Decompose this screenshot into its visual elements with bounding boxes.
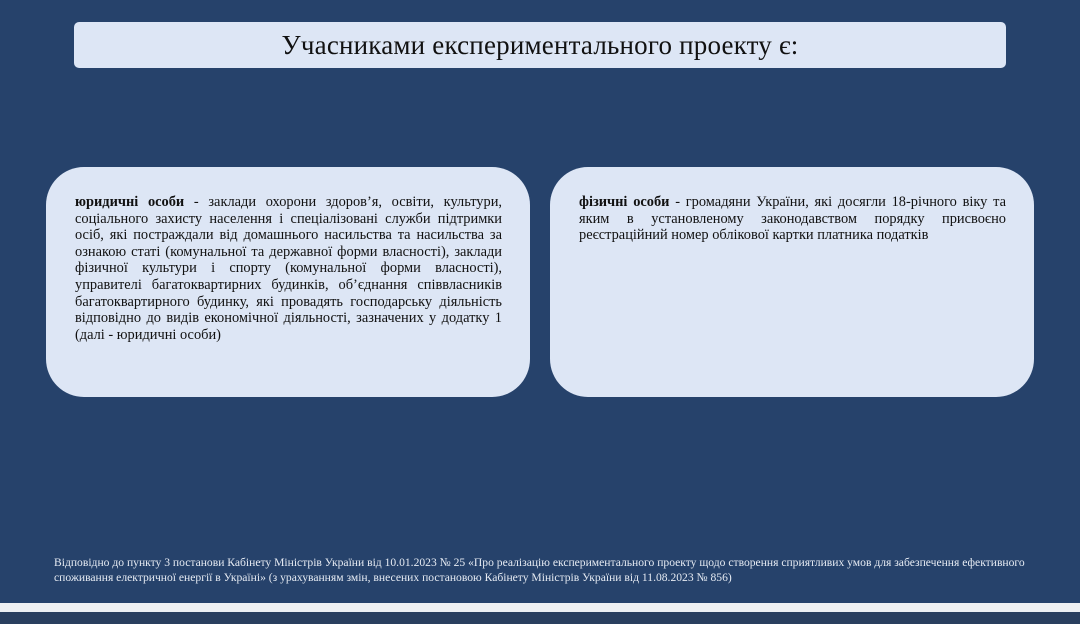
bottom-strip (0, 603, 1080, 624)
title-box (74, 22, 1006, 68)
legal-entities-term: юридичні особи (75, 194, 185, 210)
legal-entities-separator: - (184, 194, 209, 210)
legal-reference-footnote: Відповідно до пункту 3 постанови Кабінету Міністрів України від 10.01.2023 № 25 «Про реалізацію експериментального проекту щодо створення сприятливих умов для забезпечення ефективного споживання електричної енергії в Україні» (з урахуванням змін, внесених постановою Кабінету Міністрів України від 11.08.2023 № 856) (54, 556, 1025, 584)
individuals-term: фізичні особи (579, 194, 670, 210)
legal-entities-text (75, 194, 502, 343)
bottom-band (0, 612, 1080, 624)
individuals-text (579, 194, 1006, 244)
legal-entities-card (46, 167, 530, 397)
individuals-description: громадяни України, які досягли 18-річного віку та яким в установленому законодавством порядку присвоєно реєстраційний номер облікової картки платника податків (579, 194, 1006, 244)
individuals-separator: - (669, 194, 686, 210)
slide-title: Учасниками експериментального проекту є: (281, 29, 799, 60)
individuals-card (550, 167, 1034, 397)
legal-entities-description: заклади охорони здоров’я, освіти, культури, соціального захисту населення і спеціалізовані служби підтримки осіб, які постраждали від домашнього насильства та насильства за ознакою статі (комунальної та державної форми власності), заклади фізичної культури і спорту (комунальної форми власності), управителі багатоквартирних будинків, об’єднання співвласників багатоквартирного будинку, які провадять господарську діяльність відповідно до видів економічної діяльності, зазначених у додатку 1 (далі - юридичні особи) (75, 194, 502, 343)
